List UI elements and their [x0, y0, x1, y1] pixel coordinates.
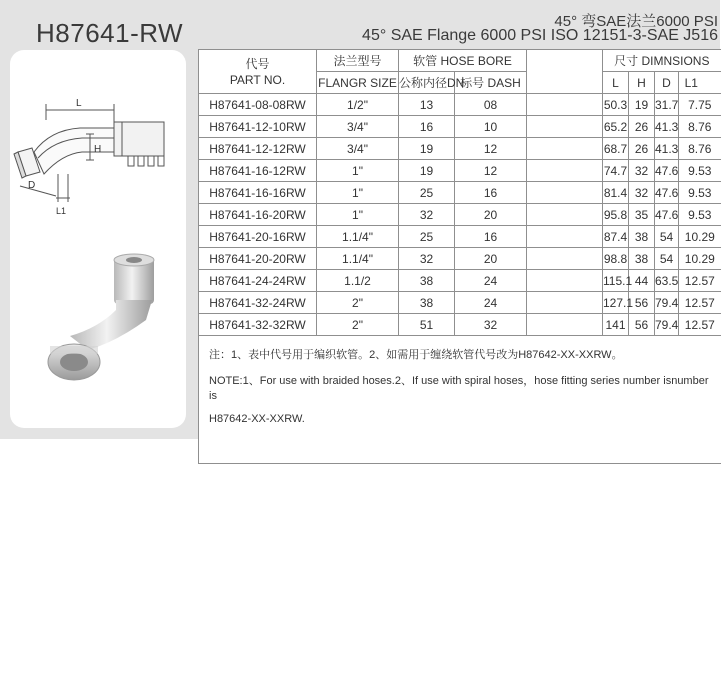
- header-hose-bore: 软管 HOSE BORE: [399, 50, 527, 72]
- header-dimensions: 尺寸 DIMNSIONS: [603, 50, 721, 72]
- cell-l: 127.1: [603, 292, 629, 314]
- cell-dn: 25: [399, 226, 455, 248]
- header-part-no-cn: 代号: [245, 56, 270, 71]
- header-l1: L1: [679, 72, 704, 94]
- cell-part: H87641-32-32RW: [199, 314, 317, 336]
- cell-flange: 3/4": [317, 116, 399, 138]
- note-chinese: 注：1、表中代号用于编织软管。2、如需用于缠绕软管代号改为H87642-XX-XXRW。: [209, 349, 623, 361]
- cell-dash: 12: [455, 160, 527, 182]
- cell-dn: 32: [399, 204, 455, 226]
- header-flange-size: FLANGR SIZE: [317, 72, 399, 94]
- cell-l: 65.2: [603, 116, 629, 138]
- dim-label-l1: L1: [56, 206, 67, 216]
- cell-h: 56: [629, 292, 655, 314]
- cell-l1: 9.53: [679, 182, 721, 204]
- part-series-title: H87641-RW: [36, 18, 184, 48]
- table-row: [199, 182, 721, 204]
- table-row: [199, 116, 721, 138]
- table-row: [199, 226, 721, 248]
- table-row: [199, 314, 721, 336]
- cell-dash: 16: [455, 182, 527, 204]
- header-part-no: [199, 50, 317, 94]
- cell-d: 63.5: [655, 270, 679, 292]
- cell-dn: 25: [399, 182, 455, 204]
- cell-d: 79.4: [655, 292, 679, 314]
- cell-flange: 3/4": [317, 138, 399, 160]
- cell-h: 56: [629, 314, 655, 336]
- cell-blank: [527, 204, 603, 226]
- dim-label-h: H: [94, 144, 102, 155]
- cell-h: 19: [629, 94, 655, 116]
- cell-dn: 38: [399, 292, 455, 314]
- spec-table: [198, 49, 721, 464]
- cell-h: 32: [629, 182, 655, 204]
- cell-flange: 2": [317, 292, 399, 314]
- cell-blank: [527, 292, 603, 314]
- cell-l: 74.7: [603, 160, 629, 182]
- notes-cell: [199, 336, 721, 464]
- cell-dash: 24: [455, 292, 527, 314]
- cell-d: 54: [655, 226, 679, 248]
- cell-l: 68.7: [603, 138, 629, 160]
- cell-dn: 51: [399, 314, 455, 336]
- cell-dash: 12: [455, 138, 527, 160]
- cell-dash: 20: [455, 248, 527, 270]
- cell-l: 141: [603, 314, 629, 336]
- table-row: [199, 248, 721, 270]
- cell-h: 38: [629, 248, 655, 270]
- table-row: [199, 204, 721, 226]
- header-d: D: [655, 72, 679, 94]
- spec-title-chinese: 45° 弯SAE法兰6000 PSI: [554, 13, 718, 30]
- cell-blank: [527, 226, 603, 248]
- cell-part: H87641-08-08RW: [199, 94, 317, 116]
- cell-blank: [527, 248, 603, 270]
- cell-d: 79.4: [655, 314, 679, 336]
- cell-part: H87641-12-12RW: [199, 138, 317, 160]
- cell-part: H87641-12-10RW: [199, 116, 317, 138]
- cell-part: H87641-16-16RW: [199, 182, 317, 204]
- table-row: [199, 160, 721, 182]
- cell-d: 31.7: [655, 94, 679, 116]
- cell-flange: 1/2": [317, 94, 399, 116]
- cell-part: H87641-16-12RW: [199, 160, 317, 182]
- cell-blank: [527, 160, 603, 182]
- cell-part: H87641-20-16RW: [199, 226, 317, 248]
- cell-h: 26: [629, 138, 655, 160]
- cell-l1: 9.53: [679, 160, 721, 182]
- cell-l: 115.1: [603, 270, 629, 292]
- cell-dn: 19: [399, 138, 455, 160]
- cell-l1: 12.57: [679, 270, 721, 292]
- table-header-row-1: [199, 50, 721, 72]
- cell-l1: 10.29: [679, 226, 721, 248]
- cell-flange: 1.1/2: [317, 270, 399, 292]
- cell-flange: 1": [317, 182, 399, 204]
- header-flange-cn: 法兰型号: [317, 50, 399, 72]
- spec-title-english: 45° SAE Flange 6000 PSI ISO 12151-3-SAE J516: [362, 27, 718, 44]
- cell-l: 98.8: [603, 248, 629, 270]
- cell-d: 47.6: [655, 204, 679, 226]
- cell-dash: 20: [455, 204, 527, 226]
- cell-h: 38: [629, 226, 655, 248]
- notes-row: [199, 336, 721, 464]
- cell-d: 47.6: [655, 160, 679, 182]
- cell-l1: 8.76: [679, 116, 721, 138]
- product-photo: [16, 250, 176, 400]
- header-l: L: [603, 72, 629, 94]
- header-part-no-en: PART NO.: [229, 72, 286, 87]
- cell-d: 41.3: [655, 116, 679, 138]
- cell-part: H87641-24-24RW: [199, 270, 317, 292]
- cell-h: 26: [629, 116, 655, 138]
- dim-label-l: L: [76, 98, 82, 109]
- cell-flange: 1.1/4": [317, 226, 399, 248]
- note-english-1: NOTE:1、For use with braided hoses.2、If use with spiral hoses，hose fitting series number isnumber is: [209, 375, 709, 402]
- cell-blank: [527, 94, 603, 116]
- cell-h: 35: [629, 204, 655, 226]
- cell-dash: 08: [455, 94, 527, 116]
- cell-flange: 1": [317, 160, 399, 182]
- cell-blank: [527, 270, 603, 292]
- cell-l: 81.4: [603, 182, 629, 204]
- cell-l1: 7.75: [679, 94, 721, 116]
- header-dn: 公称内径DN: [399, 72, 455, 94]
- cell-dn: 16: [399, 116, 455, 138]
- cell-dash: 10: [455, 116, 527, 138]
- cell-flange: 1.1/4": [317, 248, 399, 270]
- cell-l1: 12.57: [679, 292, 721, 314]
- dim-label-d: D: [28, 180, 36, 191]
- cell-dash: 32: [455, 314, 527, 336]
- table-row: [199, 138, 721, 160]
- cell-dn: 13: [399, 94, 455, 116]
- cell-blank: [527, 116, 603, 138]
- cell-l1: 8.76: [679, 138, 721, 160]
- note-english-2: H87642-XX-XXRW.: [209, 413, 305, 425]
- cell-dn: 38: [399, 270, 455, 292]
- cell-l: 87.4: [603, 226, 629, 248]
- cell-part: H87641-16-20RW: [199, 204, 317, 226]
- cell-dash: 16: [455, 226, 527, 248]
- cell-part: H87641-20-20RW: [199, 248, 317, 270]
- cell-d: 54: [655, 248, 679, 270]
- cell-blank: [527, 314, 603, 336]
- cell-part: H87641-32-24RW: [199, 292, 317, 314]
- cell-dn: 32: [399, 248, 455, 270]
- cell-flange: 2": [317, 314, 399, 336]
- table-row: [199, 270, 721, 292]
- header-h: H: [629, 72, 655, 94]
- header-dash: 标号 DASH: [455, 72, 527, 94]
- cell-dash: 24: [455, 270, 527, 292]
- technical-drawing: [10, 90, 186, 220]
- cell-l: 50.3: [603, 94, 629, 116]
- cell-l1: 9.53: [679, 204, 721, 226]
- cell-h: 32: [629, 160, 655, 182]
- product-image-box: [10, 50, 186, 428]
- cell-d: 47.6: [655, 182, 679, 204]
- cell-flange: 1": [317, 204, 399, 226]
- table-row: [199, 292, 721, 314]
- cell-dn: 19: [399, 160, 455, 182]
- cell-l1: 10.29: [679, 248, 721, 270]
- cell-h: 44: [629, 270, 655, 292]
- cell-blank: [527, 182, 603, 204]
- header-blank: [527, 50, 603, 94]
- cell-l1: 12.57: [679, 314, 721, 336]
- cell-l: 95.8: [603, 204, 629, 226]
- table-row: [199, 94, 721, 116]
- cell-d: 41.3: [655, 138, 679, 160]
- cell-blank: [527, 138, 603, 160]
